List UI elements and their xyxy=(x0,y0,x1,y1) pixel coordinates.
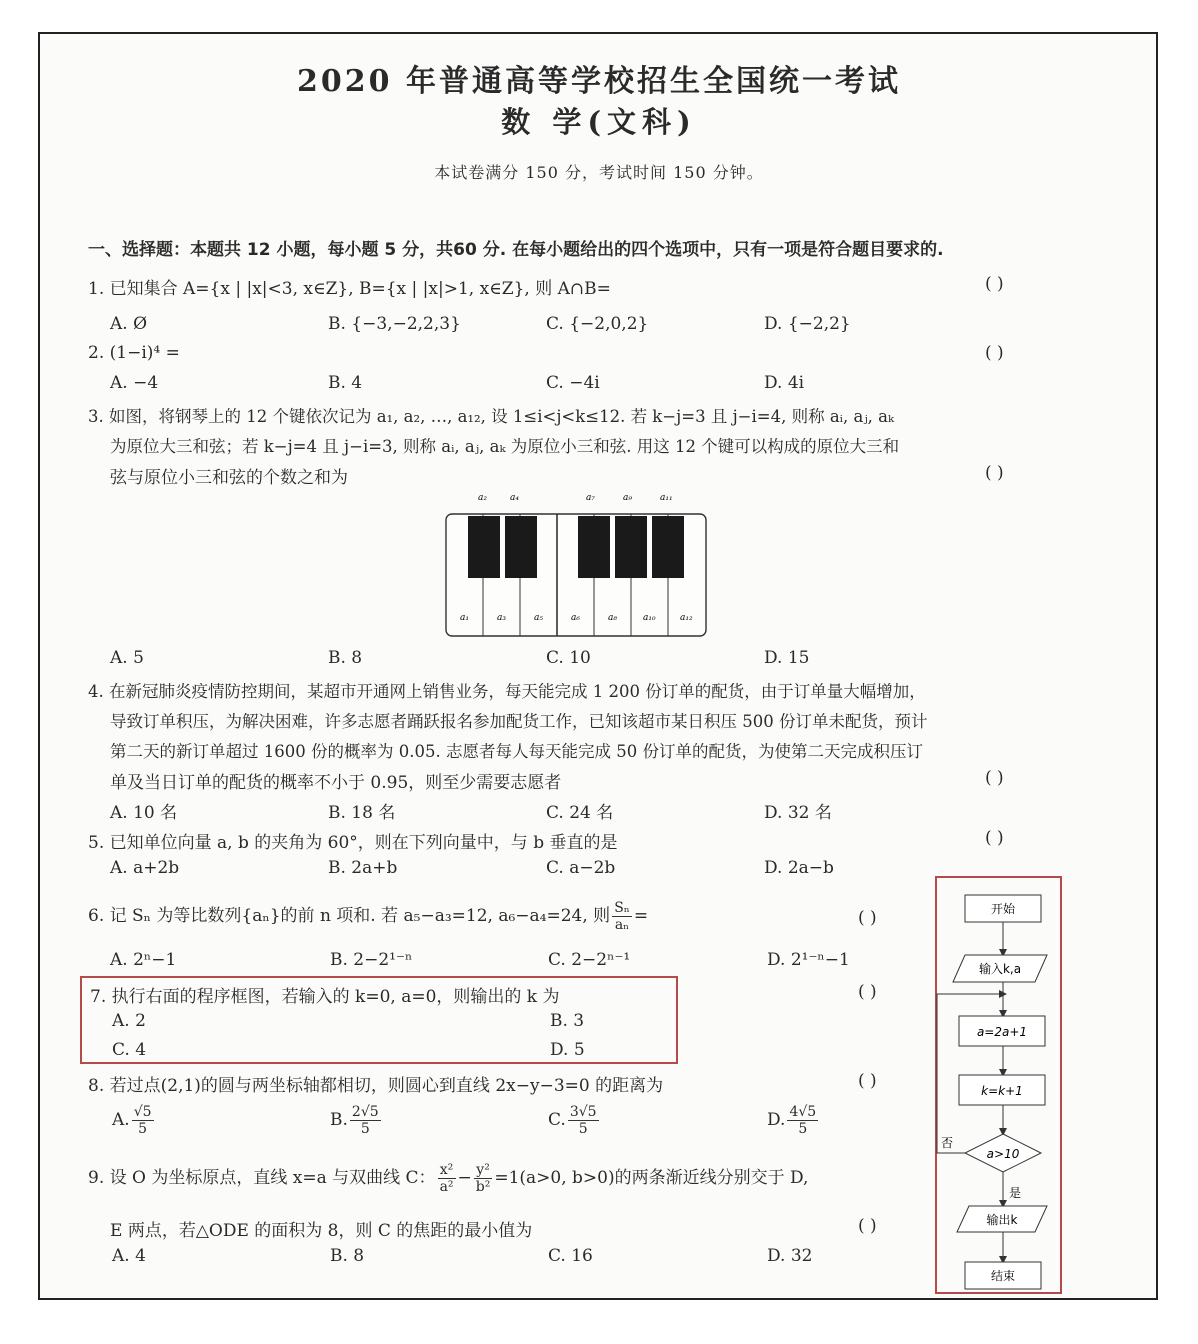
question-8-stem: 8. 若过点(2,1)的圆与两坐标轴都相切，则圆心到直线 2x−y−3=0 的距离为 xyxy=(88,1076,664,1096)
white-key-label: a₈ xyxy=(608,613,617,623)
q3-option-c: C. 10 xyxy=(546,648,591,668)
q8-option-a: A. $\frac{√5}{5}$ xyxy=(112,1104,152,1138)
q4-option-b: B. 18 名 xyxy=(328,803,396,823)
flow-output-label: 输出k xyxy=(986,1213,1018,1227)
q5-option-c: C. a−2b xyxy=(546,858,616,878)
flow-start-label: 开始 xyxy=(990,902,1016,916)
white-key-label: a₁ xyxy=(460,613,469,623)
question-3-line-3: 弦与原位小三和弦的个数之和为 xyxy=(110,468,348,488)
exam-subtitle: 数 学(文科) xyxy=(501,105,697,139)
q6-option-b: B. 2−2¹⁻ⁿ xyxy=(330,950,413,970)
flow-yes-label: 是 xyxy=(1009,1186,1022,1200)
question-6-stem: 6. 记 Sₙ 为等比数列{aₙ}的前 n 项和. 若 a₅−a₃=12, a₆−a₄=24, 则 $\frac{\text{Sₙ}}{\text{aₙ}}$ = xyxy=(88,900,649,934)
black-key xyxy=(468,516,500,578)
q5-option-a: A. a+2b xyxy=(110,858,180,878)
question-6-text: 6. 记 Sₙ 为等比数列{aₙ}的前 n 项和. 若 a₅−a₃=12, a₆−a₄=24, 则 xyxy=(88,906,611,927)
q3-option-d: D. 15 xyxy=(764,648,810,668)
q1-option-c: C. {−2,0,2} xyxy=(546,314,649,334)
exam-note: 本试卷满分 150 分，考试时间 150 分钟。 xyxy=(434,163,764,182)
q5-option-d: D. 2a−b xyxy=(764,858,834,878)
question-3-line-1: 3. 如图，将钢琴上的 12 个键依次记为 a₁, a₂, …, a₁₂, 设 1≤i<j<k≤12. 若 k−j=3 且 j−i=4, 则称 aᵢ, aⱼ, aₖ xyxy=(88,407,895,426)
q9-option-c: C. 16 xyxy=(548,1246,593,1266)
black-key xyxy=(652,516,684,578)
section-heading: 一、选择题：本题共 12 小题，每小题 5 分，共60 分. 在每小题给出的四个选项中，只有一项是符合题目要求的. xyxy=(88,240,944,260)
q2-option-c: C. −4i xyxy=(546,373,600,393)
q1-option-d: D. {−2,2} xyxy=(764,314,851,334)
fraction-sn-over-an: $\frac{\text{Sₙ}}{\text{aₙ}}$ xyxy=(614,900,630,934)
question-4-line-1: 4. 在新冠肺炎疫情防控期间，某超市开通网上销售业务，每天能完成 1 200 份订单的配货，由于订单量大幅增加， xyxy=(88,682,926,701)
black-key-label: a₄ xyxy=(510,493,519,503)
q9-option-b: B. 8 xyxy=(330,1246,365,1266)
q8-option-c: C. $\frac{3√5}{5}$ xyxy=(548,1104,597,1138)
q3-option-a: A. 5 xyxy=(110,648,144,668)
white-key-label: a₁₂ xyxy=(680,613,693,623)
flowchart xyxy=(935,876,1063,1294)
q9-option-d: D. 32 xyxy=(767,1246,813,1266)
q6-option-c: C. 2−2ⁿ⁻¹ xyxy=(548,950,631,970)
answer-paren: ( ) xyxy=(858,1216,877,1236)
black-key-label: a₇ xyxy=(586,493,595,503)
q8-option-d: D. $\frac{4√5}{5}$ xyxy=(767,1104,817,1138)
answer-paren: ( ) xyxy=(985,274,1004,294)
q7-option-a: A. 2 xyxy=(112,1011,146,1031)
flow-end-label: 结束 xyxy=(990,1269,1016,1283)
q6-option-a: A. 2ⁿ−1 xyxy=(110,950,177,970)
white-key-label: a₅ xyxy=(534,613,543,623)
q7-option-c: C. 4 xyxy=(112,1040,147,1060)
q2-option-d: D. 4i xyxy=(764,373,805,393)
white-key-label: a₃ xyxy=(497,613,506,623)
question-9-line-2: E 两点，若△ODE 的面积为 8，则 C 的焦距的最小值为 xyxy=(110,1221,533,1241)
flow-condition-label: a>10 xyxy=(986,1147,1020,1161)
q8-option-b: B. $\frac{2√5}{5}$ xyxy=(330,1104,379,1138)
piano-figure xyxy=(440,486,712,638)
flow-no-label: 否 xyxy=(941,1136,954,1150)
q4-option-a: A. 10 名 xyxy=(110,803,178,823)
piano-keyboard xyxy=(440,486,712,638)
question-4-line-4: 单及当日订单的配货的概率不小于 0.95，则至少需要志愿者 xyxy=(110,773,562,793)
black-key xyxy=(578,516,610,578)
answer-paren: ( ) xyxy=(985,343,1004,363)
answer-paren: ( ) xyxy=(985,768,1004,788)
q6-option-d: D. 2¹⁻ⁿ−1 xyxy=(767,950,850,970)
q5-option-b: B. 2a+b xyxy=(328,858,398,878)
answer-paren: ( ) xyxy=(858,1071,877,1091)
white-key-label: a₁₀ xyxy=(643,613,656,623)
q4-option-d: D. 32 名 xyxy=(764,803,832,823)
question-5-stem: 5. 已知单位向量 a, b 的夹角为 60°，则在下列向量中，与 b 垂直的是 xyxy=(88,833,618,853)
flowchart-diagram xyxy=(935,876,1063,1294)
answer-paren: ( ) xyxy=(858,908,877,928)
q2-option-a: A. −4 xyxy=(110,373,159,393)
question-4-line-2: 导致订单积压，为解决困难，许多志愿者踊跃报名参加配货工作，已知该超市某日积压 500 份订单未配货，预计 xyxy=(110,712,928,731)
question-9-line-1: 9. 设 O 为坐标原点，直线 x=a 与双曲线 C： $\frac{\text{x²}}{\text{a²}}$ − $\frac{\text{y²}}{\text{b²}}$ =1(a>0, b>0)的两条渐近线分别交于 D, xyxy=(88,1162,809,1196)
answer-paren: ( ) xyxy=(985,463,1004,483)
question-2-stem: 2. (1−i)⁴ = xyxy=(88,343,180,363)
black-key-label: a₉ xyxy=(623,493,632,503)
question-7-stem: 7. 执行右面的程序框图，若输入的 k=0, a=0，则输出的 k 为 xyxy=(90,987,560,1007)
q9-option-a: A. 4 xyxy=(112,1246,146,1266)
question-4-line-3: 第二天的新订单超过 1600 份的概率为 0.05. 志愿者每人每天能完成 50 份订单的配货，为使第二天完成积压订 xyxy=(110,742,923,761)
q4-option-c: C. 24 名 xyxy=(546,803,614,823)
q7-option-b: B. 3 xyxy=(550,1011,585,1031)
question-1-stem: 1. 已知集合 A={x | |x|<3, x∈Z}, B={x | |x|>1, x∈Z}, 则 A∩B= xyxy=(88,279,611,299)
question-3-line-2: 为原位大三和弦；若 k−j=4 且 j−i=3, 则称 aᵢ, aⱼ, aₖ 为原位小三和弦. 用这 12 个键可以构成的原位大三和 xyxy=(110,437,900,456)
answer-paren: ( ) xyxy=(985,828,1004,848)
exam-title: 2020 年普通高等学校招生全国统一考试 xyxy=(297,64,901,99)
flow-input-label: 输入k,a xyxy=(978,962,1022,976)
white-key-label: a₆ xyxy=(571,613,580,623)
q1-option-a: A. Ø xyxy=(110,314,148,334)
black-key-label: a₂ xyxy=(478,493,487,503)
black-key xyxy=(615,516,647,578)
answer-paren: ( ) xyxy=(858,982,877,1002)
q7-option-d: D. 5 xyxy=(550,1040,585,1060)
black-key xyxy=(505,516,537,578)
q3-option-b: B. 8 xyxy=(328,648,363,668)
black-key-label: a₁₁ xyxy=(660,493,673,503)
flow-step2-label: k=k+1 xyxy=(981,1084,1023,1098)
flow-step1-label: a=2a+1 xyxy=(976,1025,1028,1039)
q1-option-b: B. {−3,−2,2,3} xyxy=(328,314,461,334)
q2-option-b: B. 4 xyxy=(328,373,363,393)
